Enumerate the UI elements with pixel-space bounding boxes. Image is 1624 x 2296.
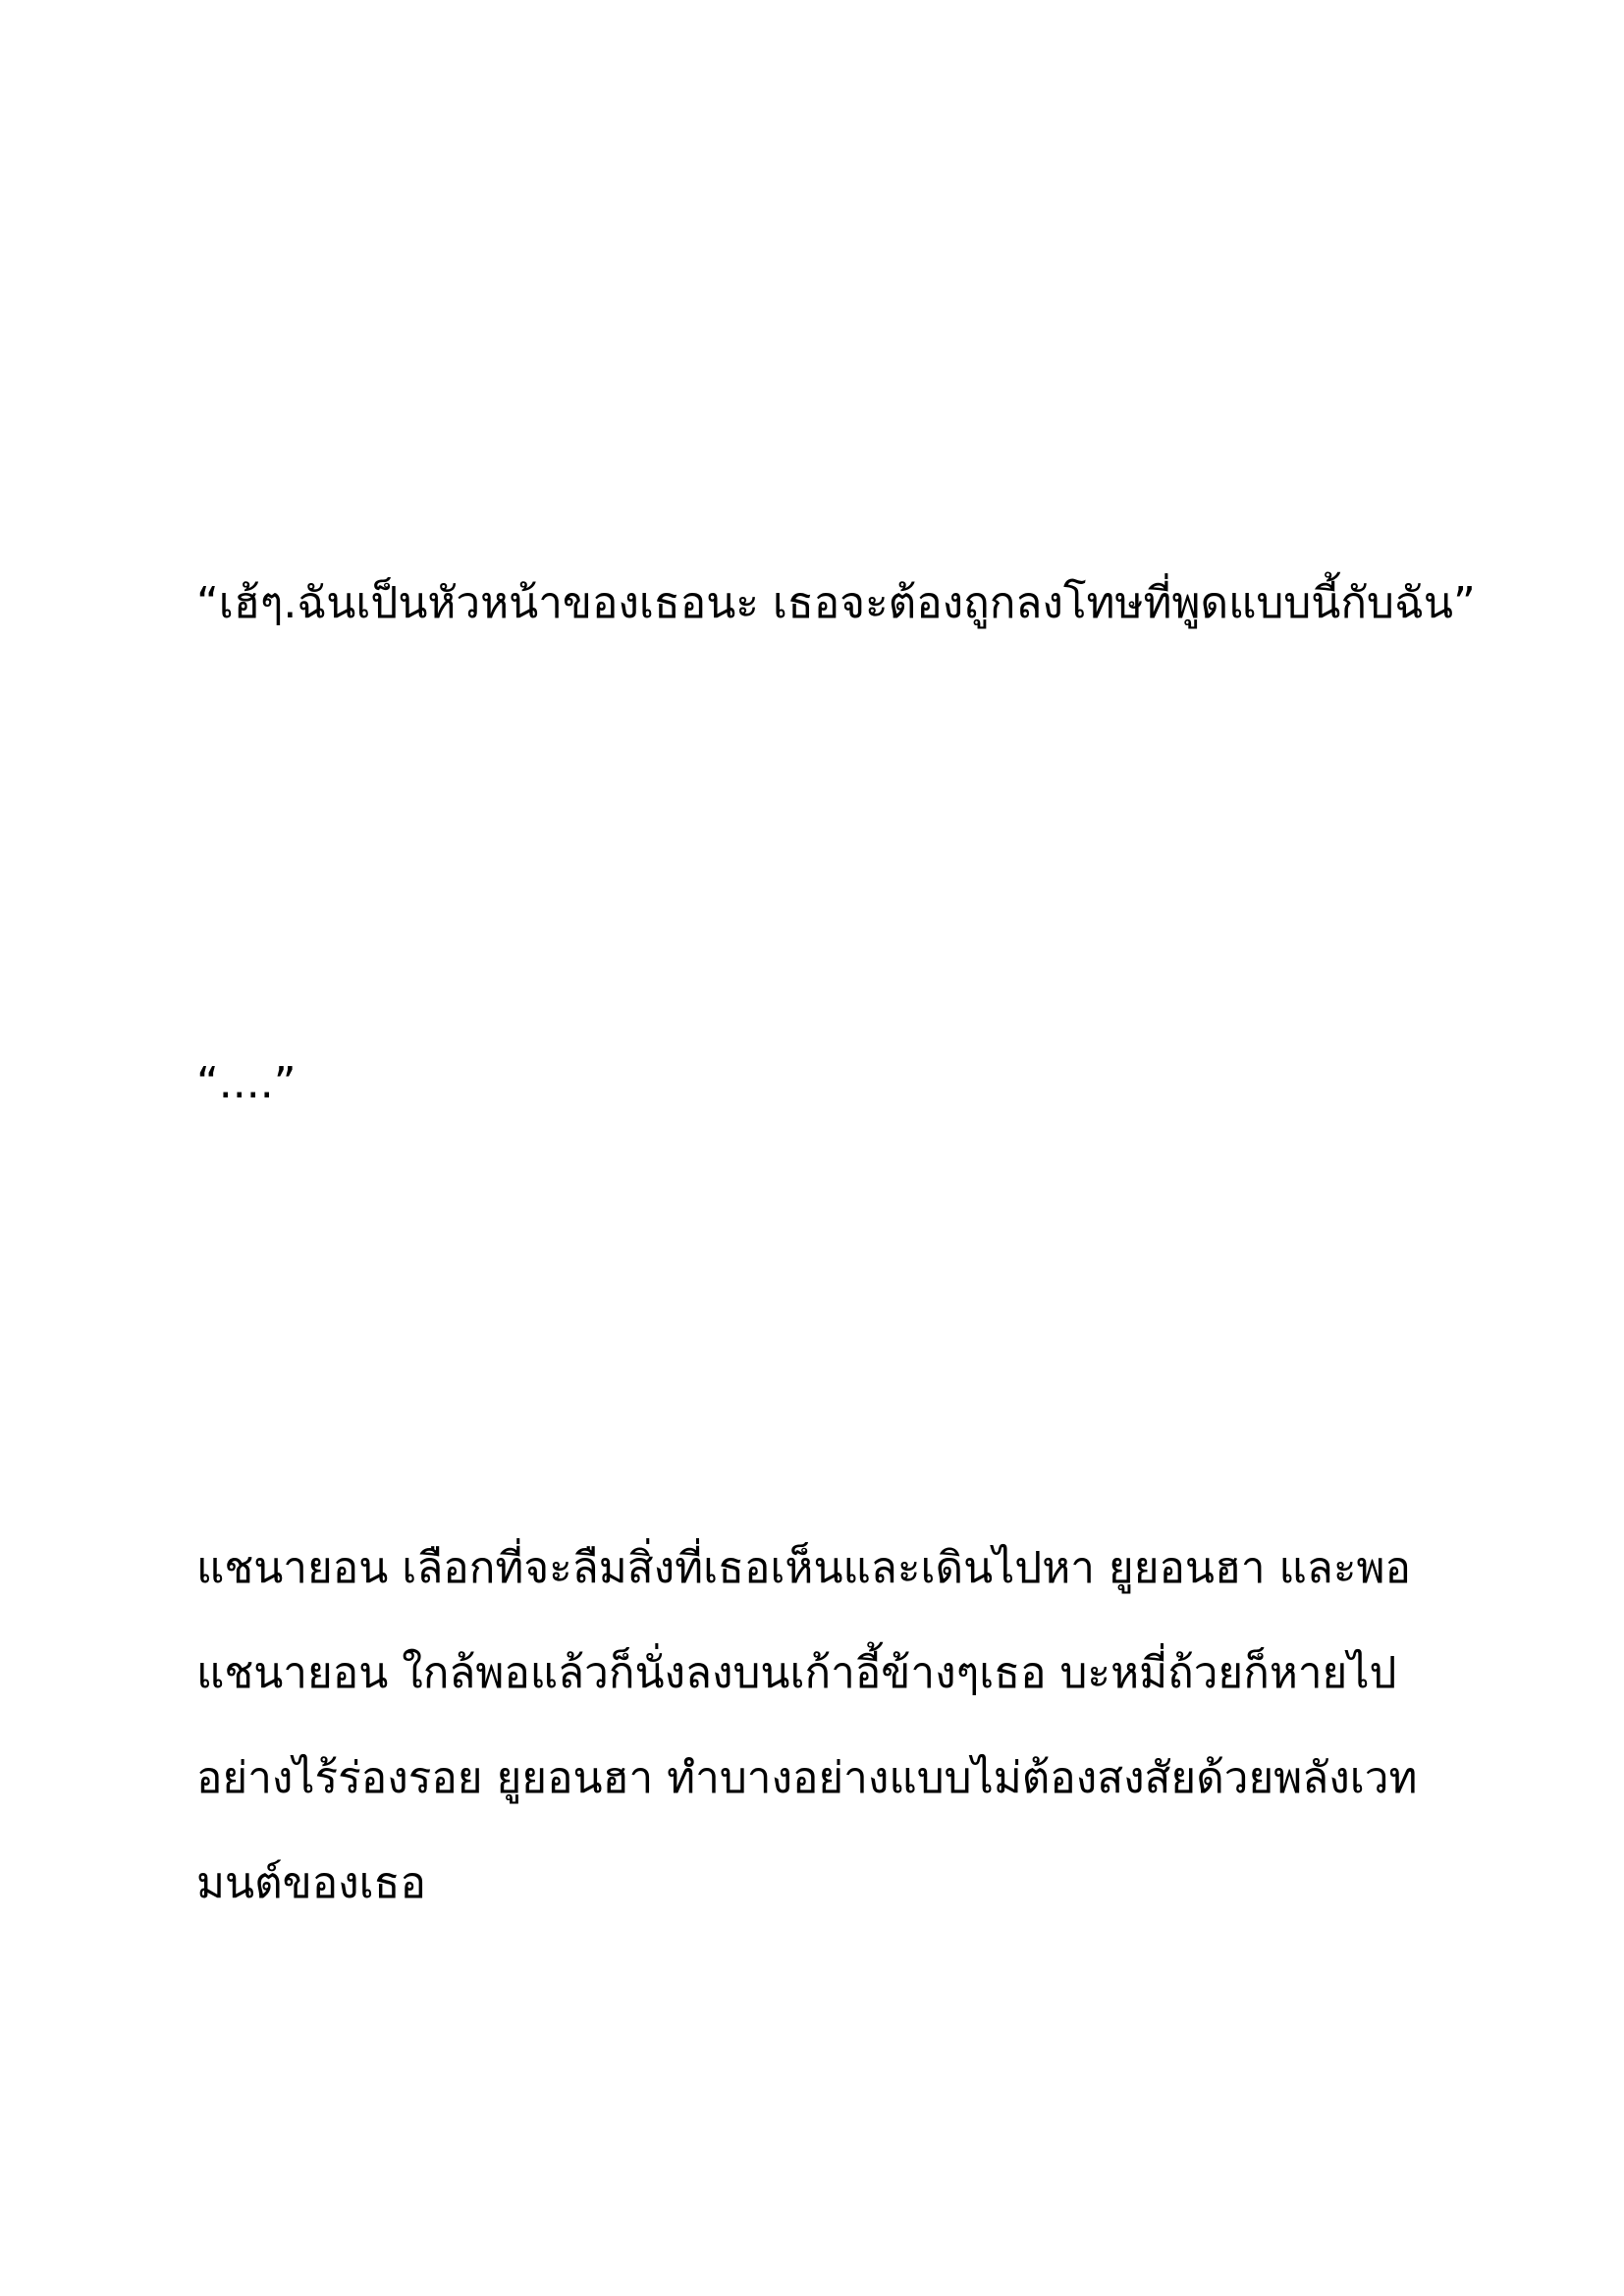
dialogue-line: “....” [196,1058,297,1108]
paragraph-line: แชนายอน เลือกที่จะลืมสิ่งที่เธอเห็นและเดินไปหา ยูยอนฮา และพอ [196,1543,1411,1593]
paragraph-line: อย่างไร้ร่องรอย ยูยอนฮา ทำบางอย่างแบบไม่ต้องสงสัยด้วยพลังเวท [196,1753,1418,1803]
paragraph-line: มนต์ของเธอ [196,1858,426,1908]
paragraph-line: แชนายอน ใกล้พอแล้วก็นั่งลงบนเก้าอี้ข้างๆเธอ บะหมี่ถ้วยก็หายไป [196,1648,1397,1698]
dialogue-line: “เฮ้ๆ.ฉันเป็นหัวหน้าของเธอนะ เธอจะต้องถูกลงโทษที่พูดแบบนี้กับฉัน” [196,578,1476,628]
